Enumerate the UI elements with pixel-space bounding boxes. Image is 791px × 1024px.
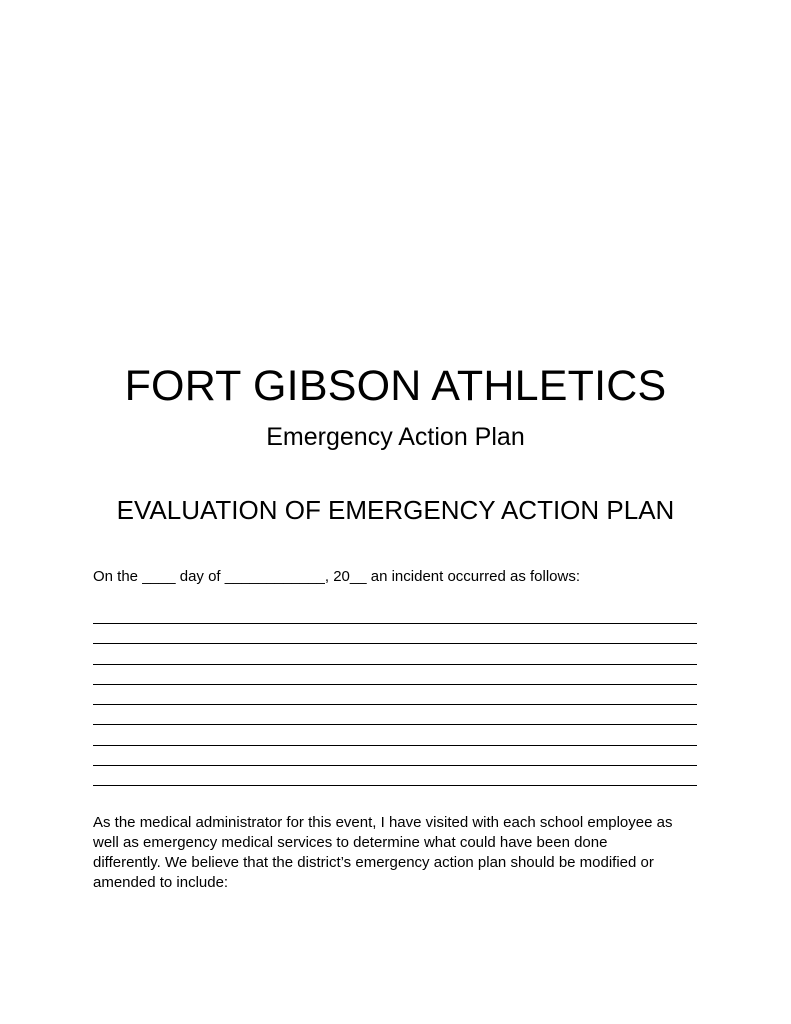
blank-writing-line [93,745,697,765]
blank-writing-line [93,643,697,663]
evaluation-paragraph: As the medical administrator for this event, I have visited with each school employee as well as emergency medical services to determine what could have been done differently. We believe that the district’s emergency action plan should be modified or amended to include: [93,814,673,891]
blank-writing-line [93,785,697,805]
incident-description-lines [93,623,697,806]
blank-writing-line [93,704,697,724]
blank-writing-line [93,684,697,704]
incident-intro-line: On the ____ day of ____________, 20__ an incident occurred as follows: [93,568,581,585]
document-subtitle: Emergency Action Plan [266,423,525,451]
blank-writing-line [93,623,697,643]
blank-writing-line [93,664,697,684]
document-title: FORT GIBSON ATHLETICS [124,362,667,410]
section-heading: EVALUATION OF EMERGENCY ACTION PLAN [116,495,675,525]
blank-writing-line [93,724,697,744]
blank-writing-line [93,765,697,785]
